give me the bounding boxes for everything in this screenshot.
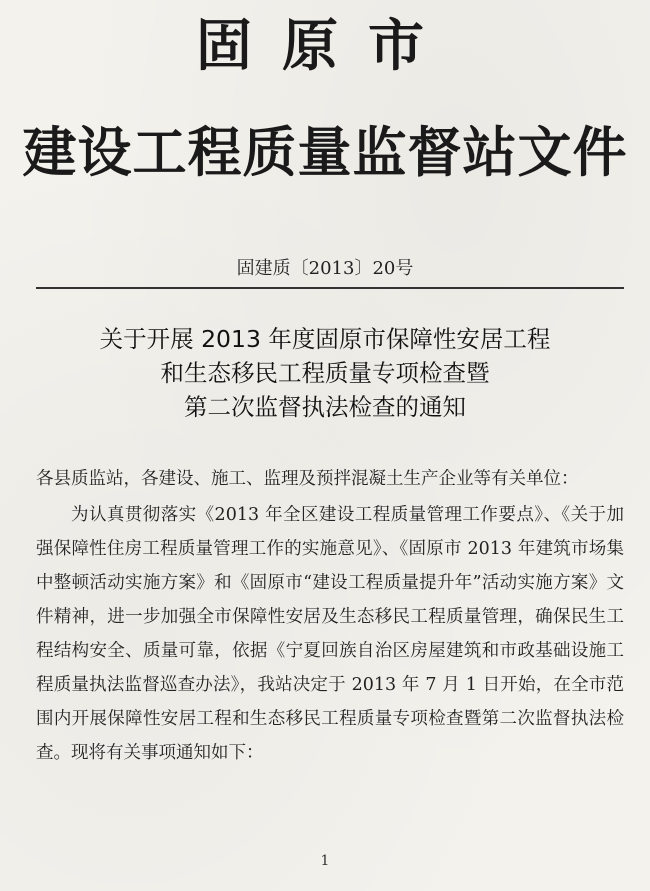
body-paragraph: 为认真贯彻落实《2013 年全区建设工程质量管理工作要点》、《关于加强保障性住房工程质量管理工作的实施意见》、《固原市 2013 年建筑市场集中整顿活动实施方案》和《固原市“建设工程质量提升年”活动实施方案》文件精神，进一步加强全市保障性安居及生态移民工程质量管理，确保民生工程结构安全、质量可靠，依据《宁夏回族自治区房屋建筑和市政基础设施工程质量执法监督巡查办法》，我站决定于 2013 年 7 月 1 日开始，在全市范围内开展保障性安居工程和生态移民工程质量专项检查暨第二次监督执法检查。现将有关事项通知如下： (36, 505, 624, 763)
salutation: 各县质监站，各建设、施工、监理及预拌混凝土生产企业等有关单位： (36, 469, 579, 489)
issuing-organization: 建设工程质量监督站文件 (22, 120, 628, 184)
title-line-2: 和生态移民工程质量专项检查暨 (160, 359, 490, 387)
header-divider (36, 287, 624, 289)
notice-title (0, 322, 650, 424)
issuing-city: 固原市 (196, 13, 454, 79)
document-number: 固建质〔2013〕20号 (236, 258, 414, 279)
title-line-1: 关于开展 2013 年度固原市保障性安居工程 (99, 325, 551, 353)
title-line-3: 第二次监督执法检查的通知 (184, 393, 466, 421)
notice-body (36, 462, 624, 770)
page-number: 1 (320, 853, 330, 869)
